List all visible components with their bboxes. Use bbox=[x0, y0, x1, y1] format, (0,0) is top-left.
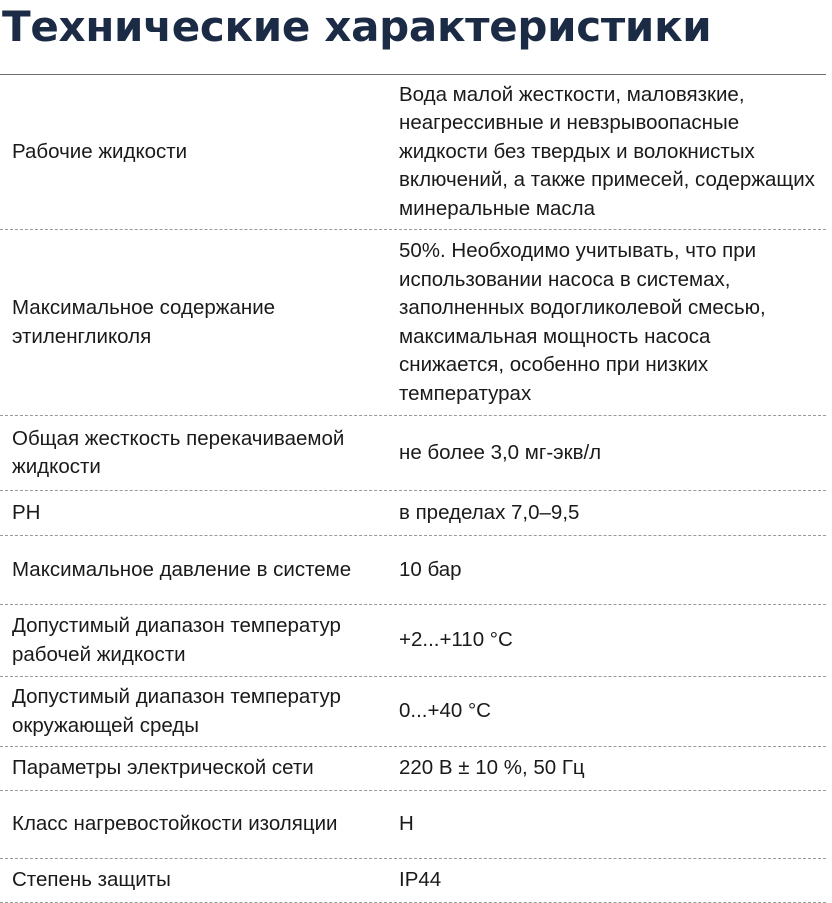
spec-value: 220 В ± 10 %, 50 Гц bbox=[399, 756, 585, 780]
spec-value: не более 3,0 мг-экв/л bbox=[399, 440, 602, 464]
spec-table bbox=[0, 75, 826, 903]
table-row bbox=[0, 491, 826, 536]
spec-name: Допустимый диапазон температур окружающей среды bbox=[12, 685, 341, 737]
spec-name: PH bbox=[12, 500, 41, 524]
spec-value: в пределах 7,0–9,5 bbox=[399, 500, 580, 524]
table-row bbox=[0, 230, 826, 416]
spec-name: Класс нагревостойкости изоляции bbox=[12, 812, 338, 836]
spec-value: 10 бар bbox=[399, 557, 462, 581]
spec-value: 0...+40 °C bbox=[399, 699, 491, 723]
page-title: Технические характеристики bbox=[2, 2, 712, 51]
spec-value: +2...+110 °C bbox=[399, 628, 513, 652]
table-row bbox=[0, 75, 826, 230]
table-row bbox=[0, 859, 826, 903]
table-row bbox=[0, 791, 826, 859]
table-row bbox=[0, 747, 826, 791]
spec-name: Степень защиты bbox=[12, 868, 171, 892]
spec-value: 50%. Необходимо учитывать, что при использовании насоса в системах, заполненных водогликолевой смесью, максимальная мощность насоса снижается, особенно при низких температурах bbox=[399, 239, 766, 405]
table-row bbox=[0, 416, 826, 491]
table-row bbox=[0, 605, 826, 677]
spec-name: Общая жесткость перекачиваемой жидкости bbox=[12, 426, 345, 478]
spec-name: Максимальное давление в системе bbox=[12, 557, 352, 581]
spec-value: Вода малой жесткости, маловязкие, неагрессивные и невзрывоопасные жидкости без твердых и волокнистых включений, а также примесей, содержащих минеральные масла bbox=[399, 82, 815, 220]
spec-value: IP44 bbox=[399, 868, 442, 892]
spec-value: Н bbox=[399, 812, 414, 836]
spec-name: Рабочие жидкости bbox=[12, 139, 188, 163]
spec-name: Допустимый диапазон температур рабочей жидкости bbox=[12, 614, 341, 666]
table-row bbox=[0, 536, 826, 605]
spec-name: Параметры электрической сети bbox=[12, 756, 314, 780]
spec-name: Максимальное содержание этиленгликоля bbox=[12, 296, 276, 348]
table-row bbox=[0, 677, 826, 747]
